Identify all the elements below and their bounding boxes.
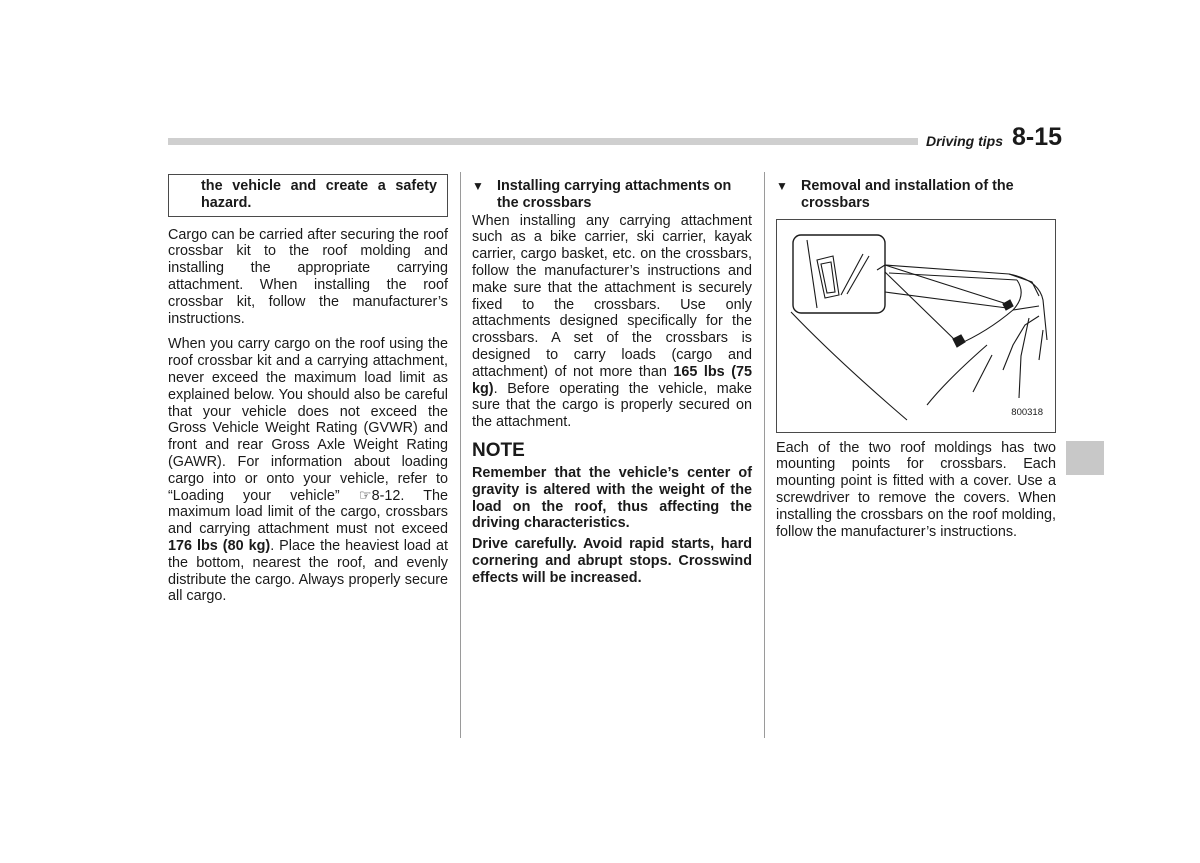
header-rule (168, 138, 918, 145)
section-title: Driving tips (926, 133, 1004, 149)
page-number: 8-15 (1012, 123, 1063, 151)
paragraph: Cargo can be carried after securing the roof crossbar kit to the roof molding and installing the appropriate carrying attachment. When installing the roof crossbar kit, follow the manufacturer’s instructions. (168, 226, 448, 327)
subheading (472, 178, 752, 212)
roof-molding-illustration (776, 219, 1056, 433)
note-text: Remember that the vehicle’s center of gravity is altered with the weight of the load on the roof, thus affecting the driving characteristics. (472, 464, 752, 532)
paragraph-load-limit: When you carry cargo on the roof using the roof crossbar kit and a carrying attachment, never exceed the maximum load limit as explained below. You should also be careful that your vehicle does not exceed the Gross Vehicle Weight Rating (GVWR) and front and rear Gross Axle Weight Rating (GAWR). For information about loading cargo into or onto your vehicle, refer to “Loading your vehicle” ☞8-12. The maximum load limit of the cargo, crossbars and carrying attachment must not exceed 176 lbs (80 kg). Place the heaviest load at the bottom, nearest the roof, and evenly distribute the cargo. Always properly secure all cargo. (168, 336, 448, 605)
note-block (472, 440, 752, 587)
subheading (776, 178, 1056, 212)
subheading-text: Removal and installation of the crossbars (801, 178, 1014, 211)
column-2 (472, 178, 752, 591)
chapter-tab (1066, 441, 1104, 475)
triangle-marker-icon: ▼ (776, 179, 788, 193)
warning-box: the vehicle and create a safety hazard. (168, 174, 448, 217)
subheading-text: Installing carrying attachments on the crossbars (497, 178, 732, 211)
note-title: NOTE (472, 439, 525, 461)
column-divider-2 (764, 172, 765, 738)
note-text: Drive carefully. Avoid rapid starts, hard cornering and abrupt stops. Crosswind effects will be increased. (472, 536, 752, 586)
column-1 (168, 174, 448, 614)
column-divider-1 (460, 172, 461, 738)
triangle-marker-icon: ▼ (472, 179, 484, 193)
paragraph-attachments: When installing any carrying attachment such as a bike carrier, ski carrier, kayak carrier, cargo basket, etc. on the crossbars, follow the manufacturer’s instructions and make sure that the attachment is securely fixed to the crossbars. Use only attachments designed specifically for the crossbars. A set of the crossbars is designed to carry loads (cargo and attachment) of not more than 165 lbs (75 kg). Before operating the vehicle, make sure that the cargo is properly secured on the attachment. (472, 212, 752, 431)
figure-code: 800318 (1011, 406, 1043, 418)
paragraph: Each of the two roof moldings has two mounting points for crossbars. Each mounting point is fitted with a cover. Use a screwdriver to remove the covers. When installing the crossbars on the roof molding, follow the manufacturer’s instructions. (776, 439, 1056, 540)
car-roof-drawing (777, 220, 1055, 432)
column-3 (776, 178, 1056, 549)
